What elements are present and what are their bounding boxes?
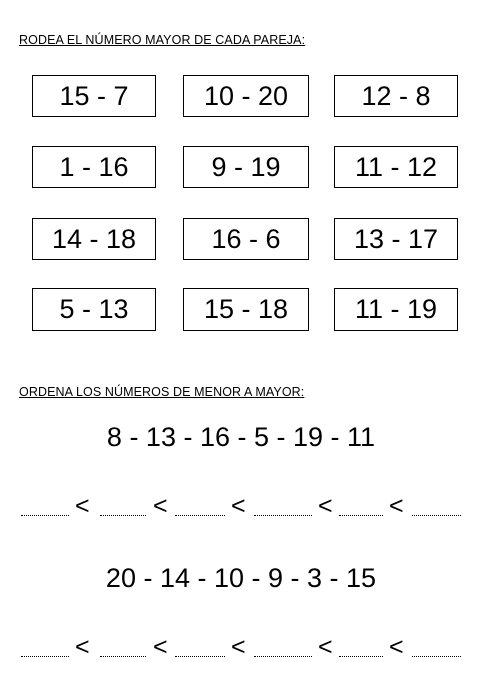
less-than-sign: <: [231, 492, 246, 520]
answer-blank[interactable]: [254, 515, 312, 516]
answer-blank[interactable]: [175, 656, 225, 657]
number-sequence-2: 20 - 14 - 10 - 9 - 3 - 15: [105, 563, 377, 593]
less-than-sign: <: [318, 633, 333, 661]
number-pair-box[interactable]: 10 - 20: [183, 75, 309, 117]
answer-blank[interactable]: [339, 515, 383, 516]
less-than-sign: <: [75, 633, 90, 661]
answer-row-1: [0, 492, 482, 522]
less-than-sign: <: [153, 633, 168, 661]
number-pair-box[interactable]: 13 - 17: [334, 218, 458, 260]
less-than-sign: <: [153, 492, 168, 520]
answer-row-2: [0, 633, 482, 663]
number-sequence-1: 8 - 13 - 16 - 5 - 19 - 11: [106, 422, 376, 452]
number-pair-box[interactable]: 15 - 7: [32, 75, 156, 117]
answer-blank[interactable]: [21, 515, 69, 516]
number-pair-box[interactable]: 9 - 19: [183, 146, 309, 188]
less-than-sign: <: [389, 633, 404, 661]
less-than-sign: <: [389, 492, 404, 520]
number-pair-box[interactable]: 14 - 18: [32, 218, 156, 260]
answer-blank[interactable]: [100, 656, 146, 657]
answer-blank[interactable]: [175, 515, 225, 516]
answer-blank[interactable]: [21, 656, 69, 657]
number-pair-box[interactable]: 11 - 12: [334, 146, 458, 188]
less-than-sign: <: [231, 633, 246, 661]
answer-blank[interactable]: [339, 656, 383, 657]
answer-blank[interactable]: [412, 656, 461, 657]
number-pair-box[interactable]: 12 - 8: [334, 75, 458, 117]
less-than-sign: <: [75, 492, 90, 520]
number-pair-box[interactable]: 11 - 19: [334, 288, 458, 331]
section-2-heading: ORDENA LOS NÚMEROS DE MENOR A MAYOR:: [19, 385, 305, 399]
answer-blank[interactable]: [100, 515, 146, 516]
number-pair-box[interactable]: 15 - 18: [183, 288, 309, 331]
answer-blank[interactable]: [254, 656, 312, 657]
less-than-sign: <: [318, 492, 333, 520]
number-pair-box[interactable]: 5 - 13: [32, 288, 156, 331]
section-1-heading: RODEA EL NÚMERO MAYOR DE CADA PAREJA:: [19, 33, 306, 47]
number-pair-box[interactable]: 1 - 16: [32, 146, 156, 188]
number-pair-box[interactable]: 16 - 6: [183, 218, 309, 260]
answer-blank[interactable]: [412, 515, 461, 516]
